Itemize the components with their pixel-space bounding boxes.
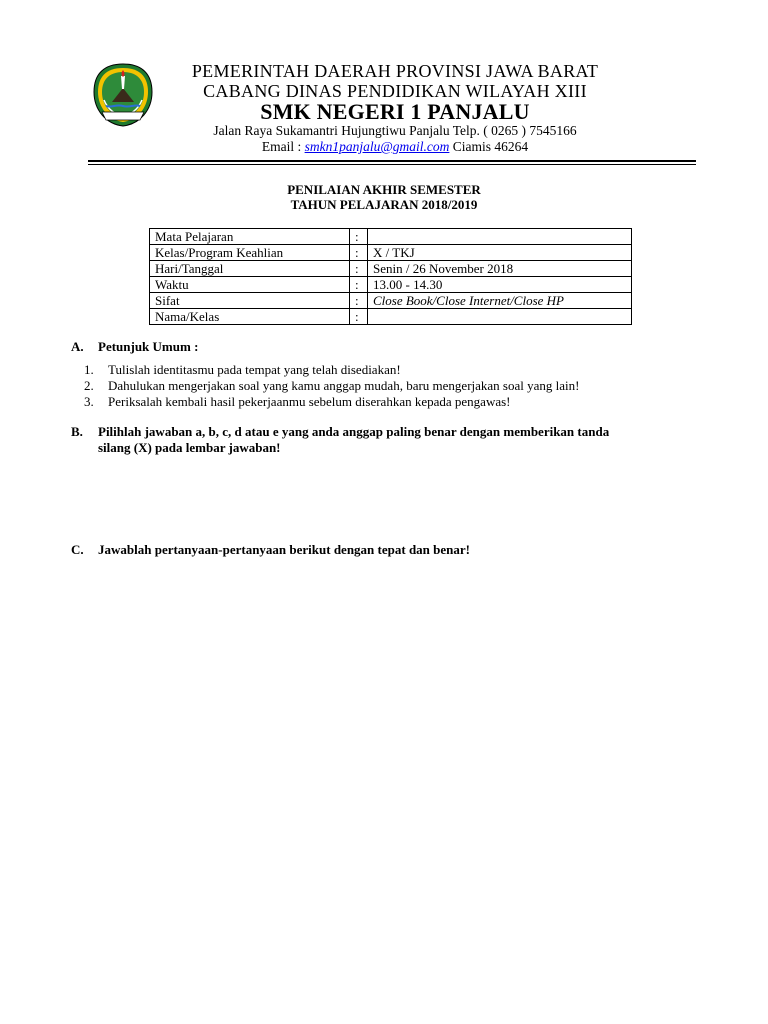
row-separator: :	[350, 245, 368, 261]
row-value	[368, 229, 632, 245]
header-divider-thick	[88, 160, 696, 162]
item-number: 2.	[84, 378, 94, 393]
row-label: Sifat	[150, 293, 350, 309]
section-text: Jawablah pertanyaan-pertanyaan berikut dengan tepat dan benar!	[98, 542, 470, 557]
email-link[interactable]: smkn1panjalu@gmail.com	[304, 139, 450, 154]
agency-name: CABANG DINAS PENDIDIKAN WILAYAH XIII	[203, 81, 587, 101]
header-divider-thin	[88, 164, 696, 165]
exam-title: PENILAIAN AKHIR SEMESTER	[287, 182, 481, 197]
item-text: Dahulukan mengerjakan soal yang kamu anggap mudah, baru mengerjakan soal yang lain!	[108, 378, 580, 393]
school-name: SMK NEGERI 1 PANJALU	[260, 99, 530, 124]
row-separator: :	[350, 293, 368, 309]
row-label: Kelas/Program Keahlian	[150, 245, 350, 261]
list-item	[84, 394, 579, 410]
list-item	[84, 362, 579, 378]
section-letter: C.	[71, 542, 84, 557]
academic-year: TAHUN PELAJARAN 2018/2019	[290, 197, 478, 212]
row-label: Waktu	[150, 277, 350, 293]
instruction-list	[84, 362, 579, 410]
row-value: 13.00 - 14.30	[368, 277, 632, 293]
table-row	[150, 309, 632, 325]
row-label: Nama/Kelas	[150, 309, 350, 325]
row-separator: :	[350, 261, 368, 277]
row-value: X / TKJ	[368, 245, 632, 261]
section-text: Pilihlah jawaban a, b, c, d atau e yang anda anggap paling benar dengan memberikan tanda	[98, 424, 610, 439]
section-letter: A.	[71, 339, 84, 354]
table-row	[150, 293, 632, 309]
city-postal: Ciamis 46264	[452, 139, 529, 154]
section-letter: B.	[71, 424, 83, 439]
row-value: Close Book/Close Internet/Close HP	[368, 293, 632, 309]
section-text-continued: silang (X) pada lembar jawaban!	[98, 440, 281, 455]
row-label: Mata Pelajaran	[150, 229, 350, 245]
row-value	[368, 309, 632, 325]
table-row	[150, 261, 632, 277]
section-a-heading	[71, 339, 198, 355]
west-java-emblem-icon	[90, 62, 156, 128]
email-label: Email :	[261, 139, 302, 154]
row-separator: :	[350, 277, 368, 293]
section-title: Petunjuk Umum :	[98, 339, 199, 354]
list-item	[84, 378, 579, 394]
row-label: Hari/Tanggal	[150, 261, 350, 277]
table-row	[150, 277, 632, 293]
item-number: 1.	[84, 362, 94, 377]
item-number: 3.	[84, 394, 94, 409]
section-b-heading	[71, 424, 711, 456]
exam-info-table	[149, 228, 632, 325]
contact-line	[160, 139, 630, 155]
government-name: PEMERINTAH DAERAH PROVINSI JAWA BARAT	[191, 61, 599, 81]
item-text: Periksalah kembali hasil pekerjaanmu sebelum diserahkan kepada pengawas!	[108, 394, 511, 409]
row-value: Senin / 26 November 2018	[368, 261, 632, 277]
table-row	[150, 245, 632, 261]
section-c-heading	[71, 542, 470, 558]
school-address: Jalan Raya Sukamantri Hujungtiwu Panjalu Telp. ( 0265 ) 7545166	[213, 123, 577, 138]
item-text: Tulislah identitasmu pada tempat yang telah disediakan!	[108, 362, 401, 377]
row-separator: :	[350, 309, 368, 325]
table-row	[150, 229, 632, 245]
row-separator: :	[350, 229, 368, 245]
